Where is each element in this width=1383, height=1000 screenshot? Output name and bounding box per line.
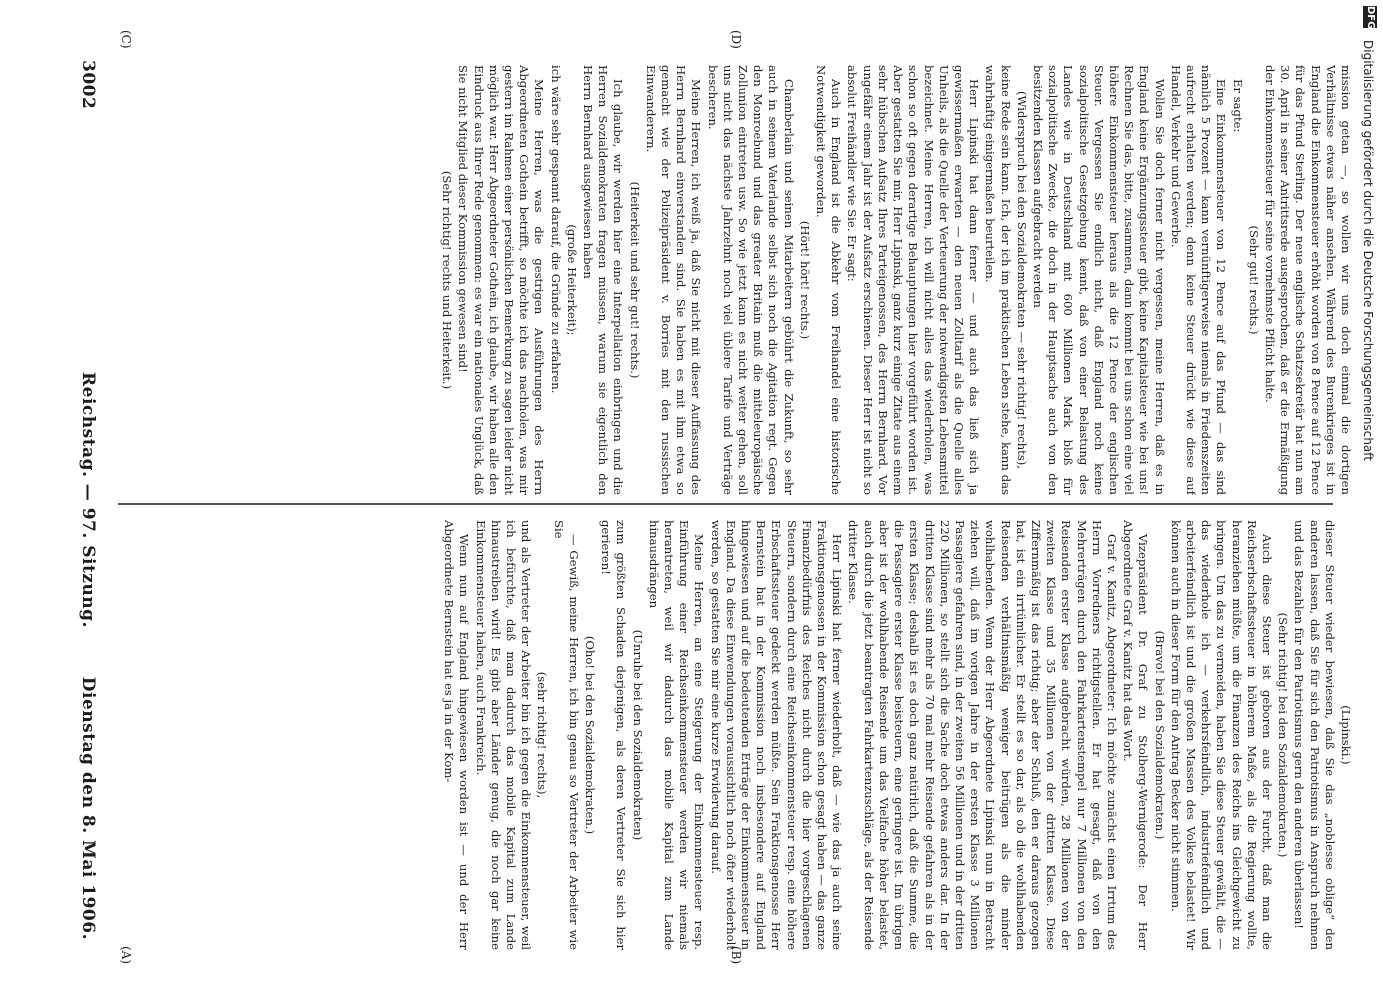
paragraph: Ich glaube, wir werden hier eine Interpellation einbringen und die Herren Sozialdemokraten fragen müssen, warum sie eigentlich den Herrn Bernhard ausgewiesen haben — [581, 65, 626, 495]
paragraph: keine Rede sein kann. Ich, der ich im praktischen Leben stehe, kann das wahrhaftig einigermaßen beurteilen. — [983, 65, 1013, 495]
paragraph: Wenn nun auf England hingewiesen worden ist — und der Herr Abgeordnete Bernstein hat es ja in der Kom- — [442, 520, 472, 950]
paragraph: (Heiterkeit und sehr gut! rechts.) — [627, 181, 642, 379]
paragraph: mission getan —, so wollen wir uns doch einmal die dortigen Verhältnisse etwas näher ansehen. Während des Burenkrieges ist in England die Einkommensteuer erhöht worden von 8 Pence auf 12 Pence für das Pfund Sterling. Der neue englische Schatzsekretär hat nun am 30. April in seiner Antrittsrede ausgesprochen, daß er die Ermäßigung der Einkommensteuer für seine vornehmste Pflicht halte. — [1262, 65, 1353, 495]
paragraph: (Unruhe bei den Sozialdemokraten) — [630, 629, 645, 841]
paragraph: Chamberlain und seinen Mitarbeitern gebührt die Zukunft, so sehr auch in seinem Vaterlande selbst sich noch die Agitation regt. Gegen den Monroebund und das greater Britain muß die mitteleuropäische Zollunion eintreten usw. So wie jetzt kann es nicht weiter gehen, soll uns nicht das nächste Jahrzehnt noch viel üblere Tarife und Verträge bescheren. — [705, 65, 796, 495]
paragraph: Er sagte: — [1230, 79, 1245, 133]
paragraph: — Gewiß, meine Herren, ich bin genau so Vertreter der Arbeiter wie Sie — [551, 520, 581, 950]
margin-mark-b: (B) — [729, 946, 743, 965]
paragraph: (Lipinski.) — [1339, 705, 1353, 765]
paragraph: (sehr richtig! rechts), — [535, 671, 550, 799]
paragraph: (Oho! bei den Sozialdemokraten.) — [583, 635, 598, 835]
dfg-logo: DFG — [1365, 6, 1376, 30]
paragraph: Graf v. Kanitz, Abgeordneter: Ich möchte zunächst einen Irrtum des Herrn Vorredners richtigstellen. Er hat gesagt, daß von den Mehrerträgen durch den Fahrkartenstempel nur 7 Millionen von den Reisenden erster Klasse aufgebracht würden, 28 Millionen von der zweiten Klasse und 35 Millionen von der dritten Klasse. Diese Ziffernmäßig ist das richtig; aber der Schluß, den er daraus gezogen hat, ist ein irrtümlicher. Er stellt es so dar, als ob die wohlhabenden Reisenden verhältnismäßig weniger beitrügen als die minder wohlhabenden. Wenn der Herr Abgeordnete Lipinski nun in Betracht ziehen will, daß im vorigen Jahre in der ersten Klasse 3 Millionen Passagiere gefahren sind, in der zweiten 56 Millionen und in der dritten 220 Millionen, so stellt sich die Sache doch etwas anders dar. In der dritten Klasse sind mehr als 70 mal mehr Reisende gefahren als in der ersten Klasse; deshalb ist es doch ganz natürlich, daß die Summe, die die Passagiere erster Klasse beisteuern, eine geringere ist. Im übrigen aber ist der wohlhabende Reisende um das Vielfache höher belastet, auch durch die jetzt beantragten Fahrkartenzuschläge, als der Reisende dritter Klasse. — [846, 520, 1119, 950]
paragraph: Meine Herren, was die gestrigen Ausführungen des Herrn Abgeordneten Gothein betrifft, so möchte ich das nachholen, was mir gestern im Rahmen einer persönlichen Bemerkung zu sagen leider nicht möglich war. Herr Abgeordneter Gothein, ich glaube, wir haben alle den Eindruck aus Ihrer Rede genommen: es war ein nationales Unglück, daß Sie nicht Mitglied dieser Kommission gewesen sind! — [456, 65, 547, 495]
paragraph: Herr Lipinski hat dann ferner — und auch das ließ sich ja gewissermaßen erwarten — den neuen Zolltarif als die Quelle alles Unheils, als die Quelle der Verteuerung der notwendigsten Lebensmittel bezeichnet. Meine Herren, ich will nicht alles das wiederholen, was schon so oft gegen derartige Behauptungen hier vorgeführt worden ist. Aber gestatten Sie mir, Herr Lipinski, ganz kurz einige Zitate aus einem sehr hübschen Aufsatz Ihres Parteigenossen, des Herrn Bernhard. Vor ungefähr einem Jahr ist der Aufsatz erschienen. Dieser Herr ist nicht so absolut Freihändler wie Sie. Er sagt: — [845, 65, 982, 495]
paragraph: Auch in England ist die Abkehr vom Freihandel eine historische Notwendigkeit geworden. — [814, 65, 844, 495]
paragraph: Auch diese Steuer ist geboren aus der Furcht, daß man die Reichserbschaftssteuer in höherem Maße, als die Regierung wollte, heranziehen müßte, um die Finanzen des Reichs ins Gleichgewicht zu bringen. Um das zu vermeiden, haben Sie diese Steuer gewählt, die — das wiederhole ich — verkehrsfeindlich, industriefeindlich und arbeiterfeindlich ist und die großen Massen des Volkes belastet! Wir können auch in dieser Form für den Antrag Becker nicht stimmen. — [1168, 520, 1274, 950]
paragraph: Wollen Sie doch ferner nicht vergessen, meine Herren, daß es in England keine Ergänzungssteuer gibt, keine Kapitalsteuer wie bei uns! Rechnen Sie das, bitte, zusammen, dann kommt bei uns schon eine viel höhere Einkommensteuer heraus als die 12 Pence der englischen Steuer. Vergessen Sie endlich nicht, daß England noch keine sozialpolitische Gesetzgebung kennt, daß von einer Belastung des Landes wie in Deutschland mit 600 Millionen Mark bloß für sozialpolitische Zwecke, die doch in der Hauptsache auch von den besitzenden Klassen aufgebracht werden — [1030, 65, 1167, 495]
paragraph: Meine Herren, ich weiß ja, daß Sie nicht mit dieser Auffassung des Herrn Bernhard einverstanden sind. Sie haben es mit ihm etwa so gemacht wie der Polizeipräsident v. Borries mit den russischen Einwanderern. — [643, 65, 704, 495]
paragraph: (Bravo! bei den Sozialdemokraten.) — [1152, 630, 1167, 840]
paragraph: (Sehr richtig! rechts und Heiterkeit.) — [440, 170, 455, 390]
right-text-column — [113, 65, 1353, 495]
paragraph: zum größten Schaden derjenigen, als deren Vertreter Sie sich hier gerieren! — [599, 520, 629, 950]
page-date: Dienstag den 8. Mai 1906. — [78, 676, 98, 940]
margin-mark-c: (C) — [119, 30, 133, 49]
margin-mark-a: (A) — [119, 946, 133, 965]
paragraph: Meine Herren, an eine Steigerung der Einkommensteuer resp. Einführung einer Reichseinkommensteuer werden wir niemals herantreten, weil wir dadurch das mobile Kapital zum Lande hinausdrängen — [646, 520, 707, 950]
page-number: 3002 — [78, 60, 98, 110]
left-text-column — [113, 520, 1353, 950]
page-header — [73, 60, 103, 940]
paragraph: (große Heiterkeit); — [564, 224, 579, 336]
digitization-credit: Digitalisierung gefördert durch die Deutsche Forschungsgemeinschaft — [1361, 40, 1375, 462]
paragraph: (Sehr richtig! bei den Sozialdemokraten.) — [1276, 612, 1291, 858]
paragraph: und als Vertreter der Arbeiter bin ich gegen die Einkommensteuer, weil ich befürchte, daß man dadurch das mobile Kapital zum Lande hinaustreiben wird! Es gibt aber Länder genug, die noch gar keine Einkommensteuer haben, auch Frankreich. — [473, 520, 534, 950]
paragraph: (Hört! hört! rechts.) — [797, 220, 812, 340]
paragraph: ich wäre sehr gespannt darauf, die Gründe zu erfahren. — [548, 65, 563, 394]
paragraph: dieser Steuer wieder bewiesen, daß Sie das „noblesse oblige“ den anderen lassen, daß Sie für sich den Patriotismus in Anspruch nehmen und das Bezahlen für den Patriotismus gern den anderen überlassen! — [1292, 520, 1337, 950]
margin-mark-d: (D) — [729, 30, 743, 49]
paragraph: (Widerspruch bei den Sozialdemokraten — sehr richtig! rechts), — [1014, 91, 1029, 469]
paragraph: Herr Lipinski hat ferner wiederholt, daß — wie das ja auch seine Fraktionsgenossen in der Kommission schon gesagt haben — das ganze Finanzbedürfnis des Reiches nicht durch die hier vorgeschlagenen Steuern, sondern durch eine Reichseinkommensteuer resp. eine höhere Erbschaftssteuer gedeckt werden müßte. Sein Fraktionsgenosse Herr Bernstein hat in der Kommission noch insbesondere auf England hingewiesen und auf die bedeutenden Erträge der Einkommensteuer in England. Da diese Einwendungen voraussichtlich noch öfter wiederholt werden, so gestatten Sie mir eine kurze Erwiderung darauf. — [708, 520, 845, 950]
paragraph: Vizepräsident Dr. Graf zu Stolberg-Wernigerode: Der Herr Abgeordnete Graf v. Kanitz hat das Wort. — [1121, 520, 1151, 950]
paragraph: Eine Einkommensteuer von 12 Pence auf das Pfund — das sind nämlich 5 Prozent — kann vernünftigerweise niemals in Friedenszeiten aufrecht erhalten werden; denn keine Steuer drückt wie diese auf Handel, Verkehr und Gewerbe. — [1168, 65, 1229, 495]
page-title: Reichstag. — 97. Sitzung. — [78, 372, 98, 628]
column-divider — [118, 503, 1333, 505]
paragraph: (Sehr gut! rechts.) — [1246, 225, 1261, 335]
